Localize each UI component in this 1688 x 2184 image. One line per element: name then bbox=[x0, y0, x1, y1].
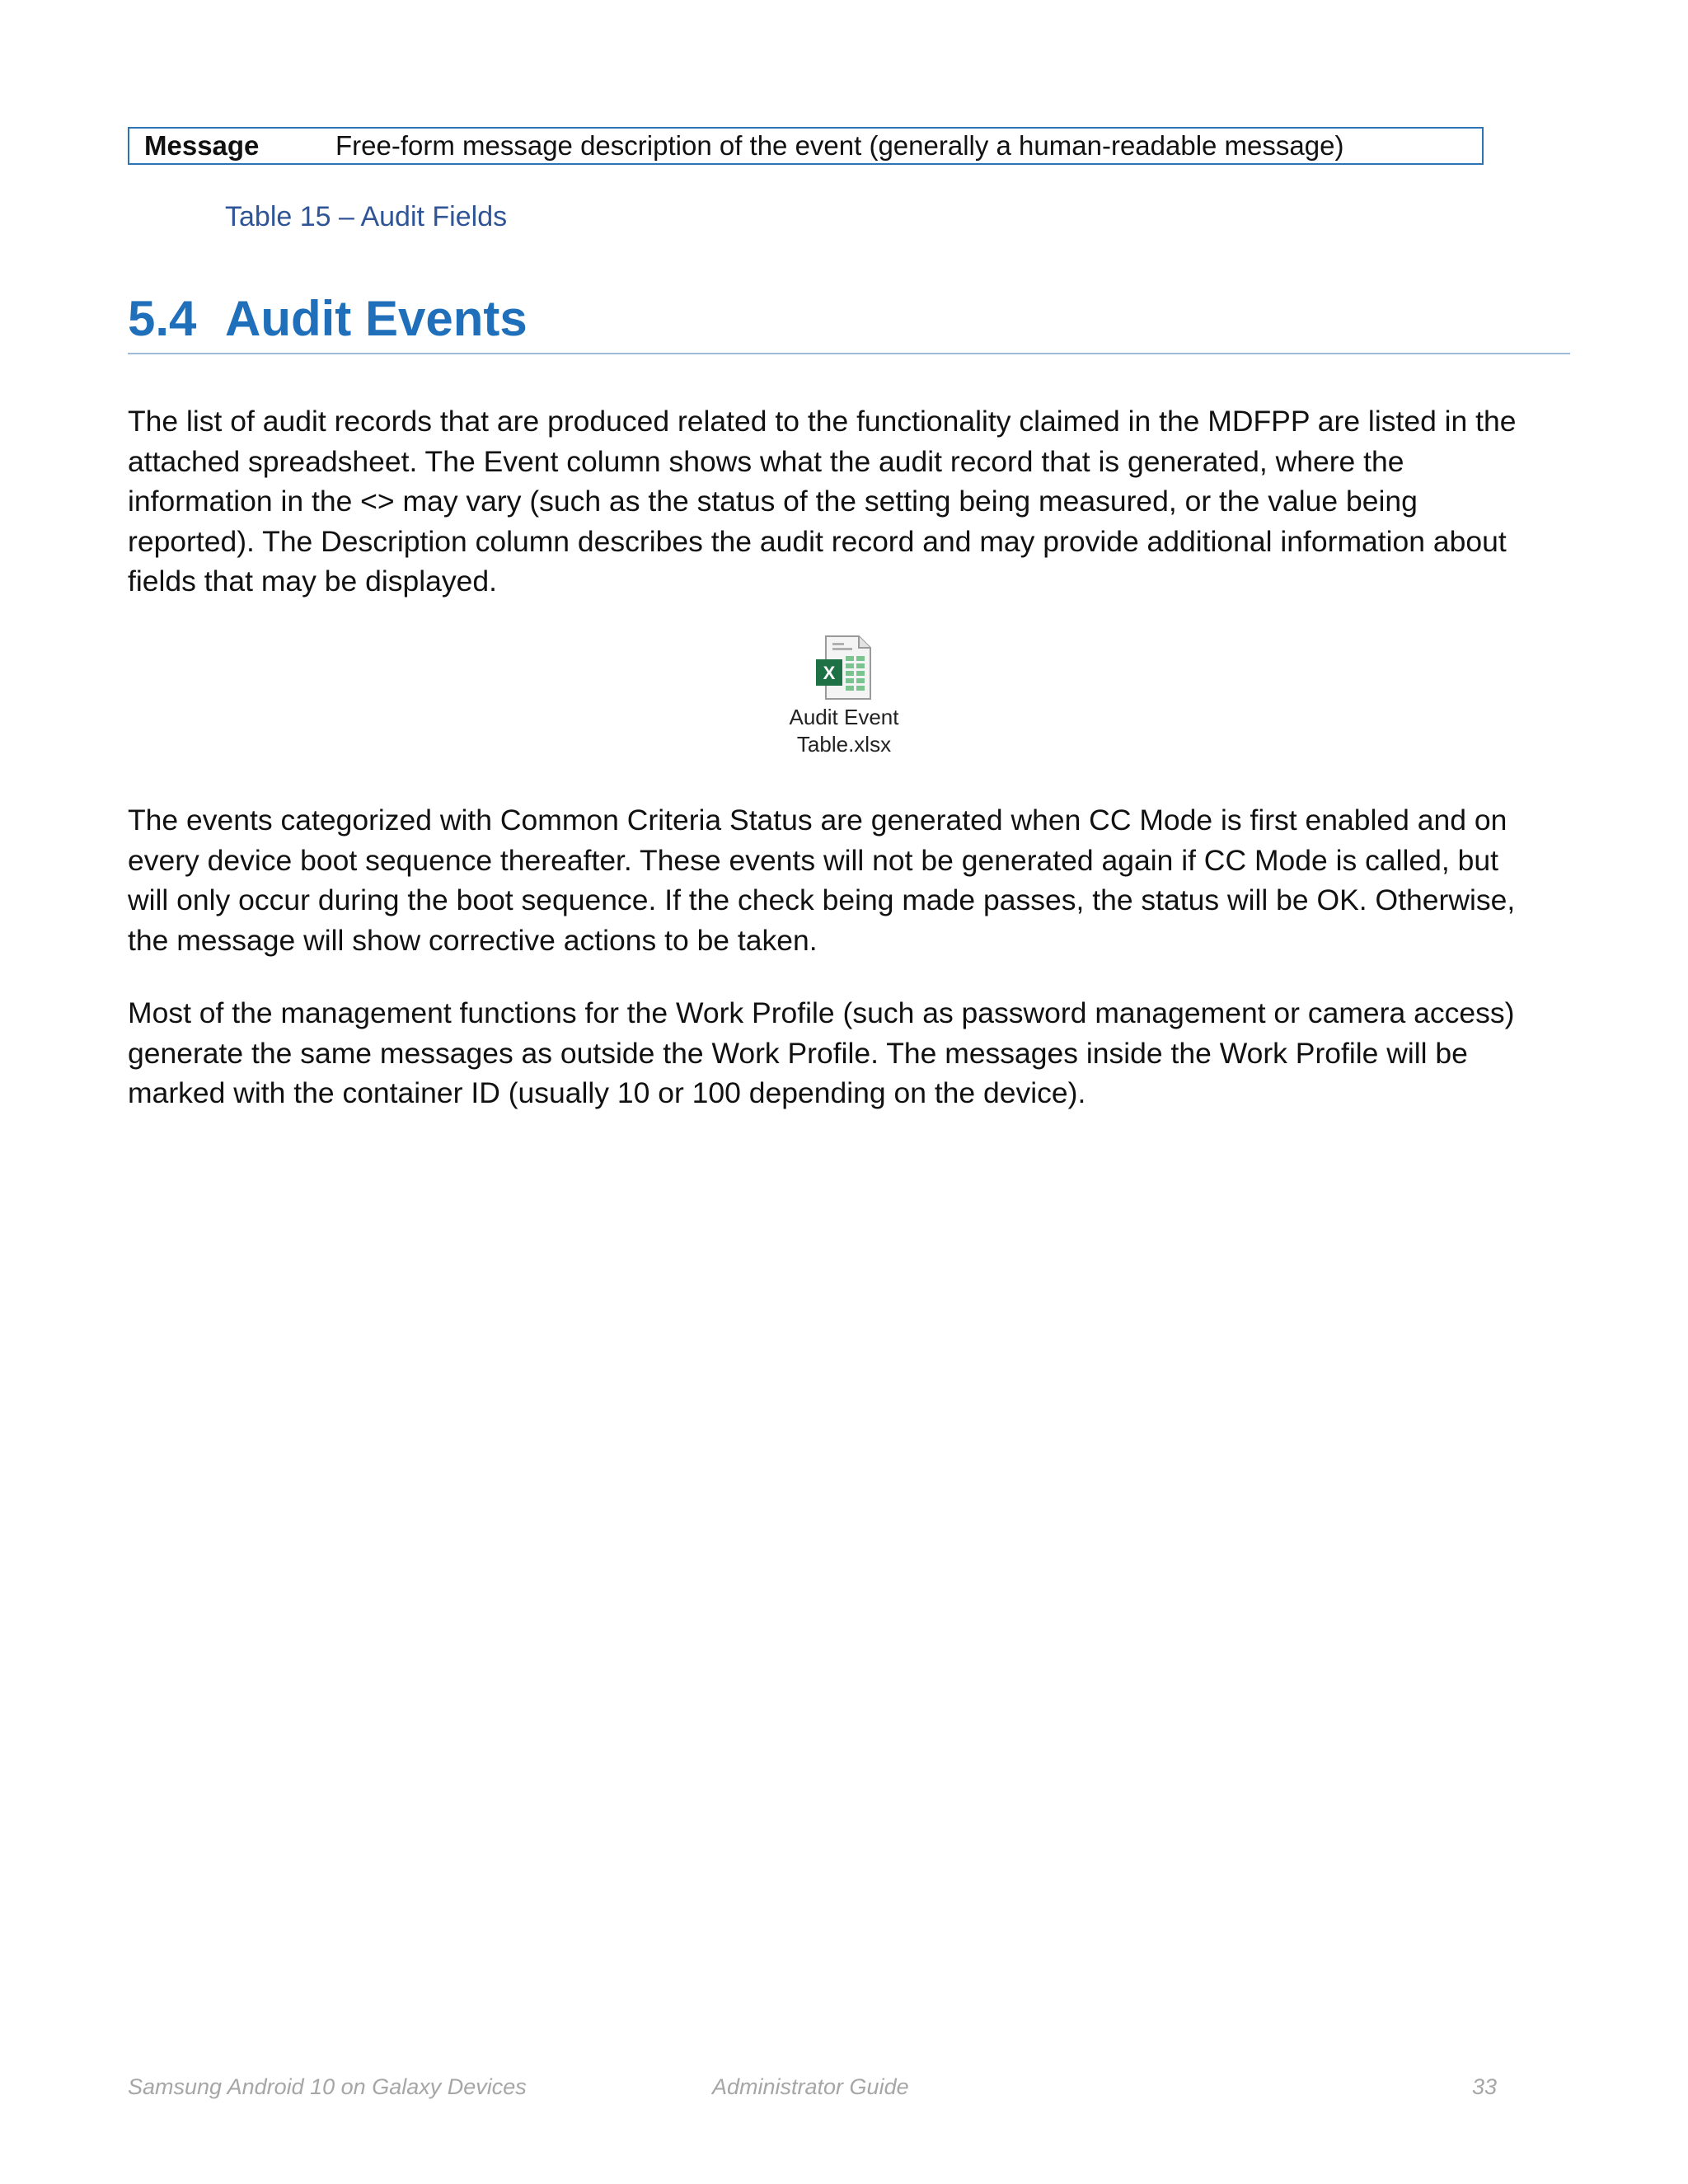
paragraph-line: attached spreadsheet. The Event column shows what the audit record that is generated, where the bbox=[128, 444, 1404, 478]
paragraph-line: will only occur during the boot sequence. If the check being made passes, the status will be OK. Otherwise, bbox=[128, 883, 1516, 916]
paragraph-audit-records bbox=[128, 401, 1570, 602]
paragraph-line: The events categorized with Common Criteria Status are generated when CC Mode is first enabled and on bbox=[128, 804, 1507, 837]
paragraph-line: reported). The Description column describes the audit record and may provide additional information about bbox=[128, 524, 1507, 558]
paragraph-line: Most of the management functions for the Work Profile (such as password management or camera access) bbox=[128, 996, 1515, 1029]
paragraph-work-profile bbox=[128, 993, 1570, 1113]
section-number: 5.4 bbox=[128, 291, 197, 346]
field-description-cell: Free-form message description of the event (generally a human-readable message) bbox=[335, 130, 1344, 161]
paragraph-common-criteria bbox=[128, 800, 1570, 960]
paragraph-line: The list of audit records that are produced related to the functionality claimed in the MDFPP are listed in the bbox=[128, 405, 1517, 438]
embedded-spreadsheet-attachment[interactable] bbox=[762, 635, 926, 758]
footer-page-number: 33 bbox=[1472, 2074, 1498, 2099]
paragraph-line: information in the <> may vary (such as the status of the setting being measured, or the value being bbox=[128, 485, 1418, 518]
svg-text:X: X bbox=[823, 663, 836, 683]
field-name-cell: Message bbox=[144, 130, 260, 161]
paragraph-line: fields that may be displayed. bbox=[128, 565, 497, 598]
paragraph-line: generate the same messages as outside the Work Profile. The messages inside the Work Profile will be bbox=[128, 1036, 1468, 1070]
section-title: Audit Events bbox=[225, 291, 528, 346]
audit-fields-table-row bbox=[128, 127, 1484, 165]
attachment-filename bbox=[762, 704, 926, 758]
attachment-filename-line: Audit Event bbox=[789, 705, 899, 729]
paragraph-line: every device boot sequence thereafter. These events will not be generated again if CC Mode is called, but bbox=[128, 843, 1498, 877]
excel-file-icon bbox=[814, 635, 874, 701]
section-heading bbox=[128, 285, 1570, 354]
table-caption: Table 15 – Audit Fields bbox=[225, 201, 508, 232]
paragraph-line: the message will show corrective actions to be taken. bbox=[128, 923, 818, 957]
footer-guide-name: Administrator Guide bbox=[712, 2074, 909, 2099]
attachment-filename-line: Table.xlsx bbox=[796, 732, 892, 757]
paragraph-line: marked with the container ID (usually 10 or 100 depending on the device). bbox=[128, 1076, 1086, 1109]
footer-document-title: Samsung Android 10 on Galaxy Devices bbox=[128, 2074, 527, 2099]
